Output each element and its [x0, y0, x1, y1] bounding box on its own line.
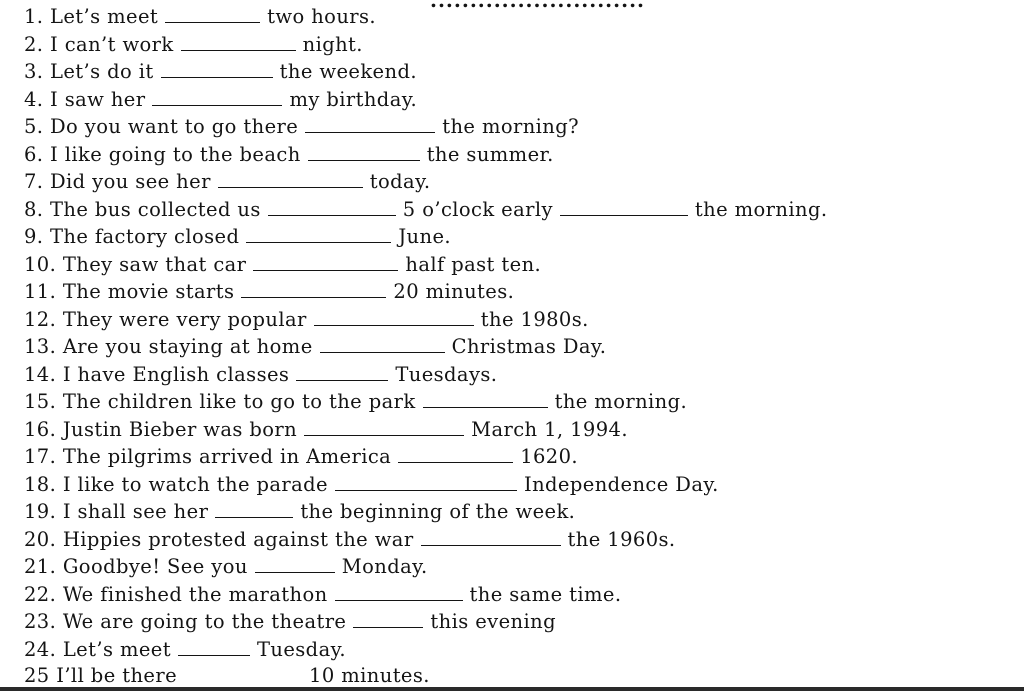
question-text-before: We are going to the theatre — [62, 610, 347, 633]
question-row — [24, 86, 417, 113]
question-number: 21. — [24, 555, 57, 578]
question-row — [24, 608, 556, 635]
question-row — [24, 113, 579, 140]
answer-blank[interactable] — [241, 282, 386, 298]
question-number: 8. — [24, 198, 44, 221]
answer-blank[interactable] — [314, 310, 474, 326]
question-row — [24, 581, 621, 608]
answer-blank[interactable] — [255, 557, 335, 573]
answer-blank[interactable] — [421, 530, 561, 546]
question-number: 2. — [24, 33, 44, 56]
question-row — [24, 443, 578, 470]
question-number: 6. — [24, 143, 44, 166]
answer-blank[interactable] — [268, 200, 396, 216]
question-text-before: The bus collected us — [50, 198, 261, 221]
question-text-before: Do you want to go there — [50, 115, 299, 138]
answer-blank[interactable] — [308, 145, 420, 161]
answer-blank[interactable] — [560, 200, 688, 216]
question-text-after: the same time. — [469, 583, 622, 606]
question-text-before: The pilgrims arrived in America — [62, 445, 392, 468]
question-row — [24, 553, 428, 580]
question-row — [24, 333, 606, 360]
question-text-after: my birthday. — [289, 88, 418, 111]
question-row — [24, 636, 346, 663]
question-number: 11. — [24, 280, 57, 303]
question-number: 18. — [24, 473, 57, 496]
question-text-after: Tuesday. — [256, 638, 347, 661]
question-number: 14. — [24, 363, 57, 386]
question-text-after: two hours. — [267, 5, 377, 28]
question-number: 12. — [24, 308, 57, 331]
question-text-after: Monday. — [341, 555, 428, 578]
question-text-after: June. — [398, 225, 452, 248]
question-row — [24, 498, 575, 525]
question-number: 1. — [24, 5, 44, 28]
question-row — [24, 416, 628, 443]
question-text-after: March 1, 1994. — [471, 418, 628, 441]
question-text-after: the 1980s. — [480, 308, 589, 331]
question-text-after: the beginning of the week. — [300, 500, 576, 523]
question-text-after: half past ten. — [405, 253, 542, 276]
question-number: 7. — [24, 170, 44, 193]
question-text-before: Let’s meet — [50, 5, 159, 28]
question-text-before: Let’s do it — [50, 60, 154, 83]
answer-blank[interactable] — [178, 640, 250, 656]
question-text-after: the morning. — [554, 390, 688, 413]
question-text-before: They saw that car — [62, 253, 247, 276]
question-text-after: 10 minutes. — [309, 664, 430, 687]
question-text-before: I like going to the beach — [50, 143, 301, 166]
question-text-after: the summer. — [426, 143, 554, 166]
question-text-before: Justin Bieber was born — [62, 418, 298, 441]
question-text-before: I have English classes — [62, 363, 290, 386]
question-number: 3. — [24, 60, 44, 83]
question-number: 23. — [24, 610, 57, 633]
question-row — [24, 168, 431, 195]
question-text-before: I can’t work — [50, 33, 174, 56]
question-text-before: Let’s meet — [62, 638, 171, 661]
question-number: 5. — [24, 115, 44, 138]
question-text-after: the morning? — [442, 115, 579, 138]
question-text-before: I like to watch the parade — [62, 473, 328, 496]
question-text-before: Hippies protested against the war — [62, 528, 414, 551]
question-text-after: Independence Day. — [523, 473, 719, 496]
question-number: 16. — [24, 418, 57, 441]
answer-blank[interactable] — [320, 337, 445, 353]
question-text-after: today. — [369, 170, 431, 193]
question-text-after: the weekend. — [279, 60, 417, 83]
question-number: 22. — [24, 583, 57, 606]
question-text-middle: 5 o’clock early — [402, 198, 553, 221]
question-row — [24, 58, 417, 85]
question-row — [24, 251, 541, 278]
answer-blank[interactable] — [218, 172, 363, 188]
question-number: 10. — [24, 253, 57, 276]
question-text-before: We finished the marathon — [62, 583, 328, 606]
answer-blank[interactable] — [305, 117, 435, 133]
question-number: 20. — [24, 528, 57, 551]
answer-blank[interactable] — [215, 502, 293, 518]
question-text-after: night. — [302, 33, 363, 56]
bottom-border — [0, 687, 1024, 691]
question-number: 15. — [24, 390, 57, 413]
question-row — [24, 306, 589, 333]
question-number: 25 — [24, 664, 50, 687]
question-row — [24, 141, 554, 168]
question-text-after: Christmas Day. — [451, 335, 607, 358]
question-text-before: I shall see her — [62, 500, 209, 523]
question-text-before: The children like to go to the park — [62, 390, 416, 413]
question-row — [24, 31, 363, 58]
question-text-after: Tuesdays. — [395, 363, 498, 386]
question-row — [24, 3, 376, 30]
answer-blank[interactable] — [304, 420, 464, 436]
question-text-after: this evening — [430, 610, 556, 633]
question-row — [24, 471, 719, 498]
question-row — [24, 223, 451, 250]
answer-blank[interactable] — [335, 475, 517, 491]
answer-blank[interactable] — [296, 365, 388, 381]
question-text-after: 1620. — [520, 445, 579, 468]
answer-blank[interactable] — [161, 62, 273, 78]
question-number: 17. — [24, 445, 57, 468]
question-text-before: The movie starts — [62, 280, 235, 303]
question-text-before: Goodbye! See you — [62, 555, 248, 578]
question-text-before: Did you see her — [50, 170, 211, 193]
question-row — [24, 388, 687, 415]
answer-blank[interactable] — [184, 666, 302, 682]
answer-blank[interactable] — [152, 90, 282, 106]
answer-blank[interactable] — [165, 7, 260, 23]
question-text-before: I’ll be there — [56, 664, 178, 687]
answer-blank[interactable] — [398, 447, 513, 463]
answer-blank[interactable] — [181, 35, 296, 51]
question-number: 9. — [24, 225, 44, 248]
question-number: 4. — [24, 88, 44, 111]
question-text-before: I saw her — [50, 88, 146, 111]
answer-blank[interactable] — [246, 227, 391, 243]
question-row — [24, 526, 676, 553]
answer-blank[interactable] — [353, 612, 423, 628]
answer-blank[interactable] — [423, 392, 548, 408]
question-row — [24, 361, 497, 388]
question-number: 24. — [24, 638, 57, 661]
question-row — [24, 196, 827, 223]
cut-off-header: ........................... — [430, 0, 645, 12]
question-text-before: Are you staying at home — [62, 335, 313, 358]
question-row — [24, 662, 430, 689]
question-text-before: They were very popular — [62, 308, 307, 331]
answer-blank[interactable] — [253, 255, 398, 271]
question-number: 19. — [24, 500, 57, 523]
question-text-after: 20 minutes. — [393, 280, 515, 303]
question-number: 13. — [24, 335, 57, 358]
answer-blank[interactable] — [335, 585, 463, 601]
question-text-after: the morning. — [694, 198, 828, 221]
question-row — [24, 278, 514, 305]
question-text-after: the 1960s. — [567, 528, 676, 551]
question-text-before: The factory closed — [50, 225, 240, 248]
